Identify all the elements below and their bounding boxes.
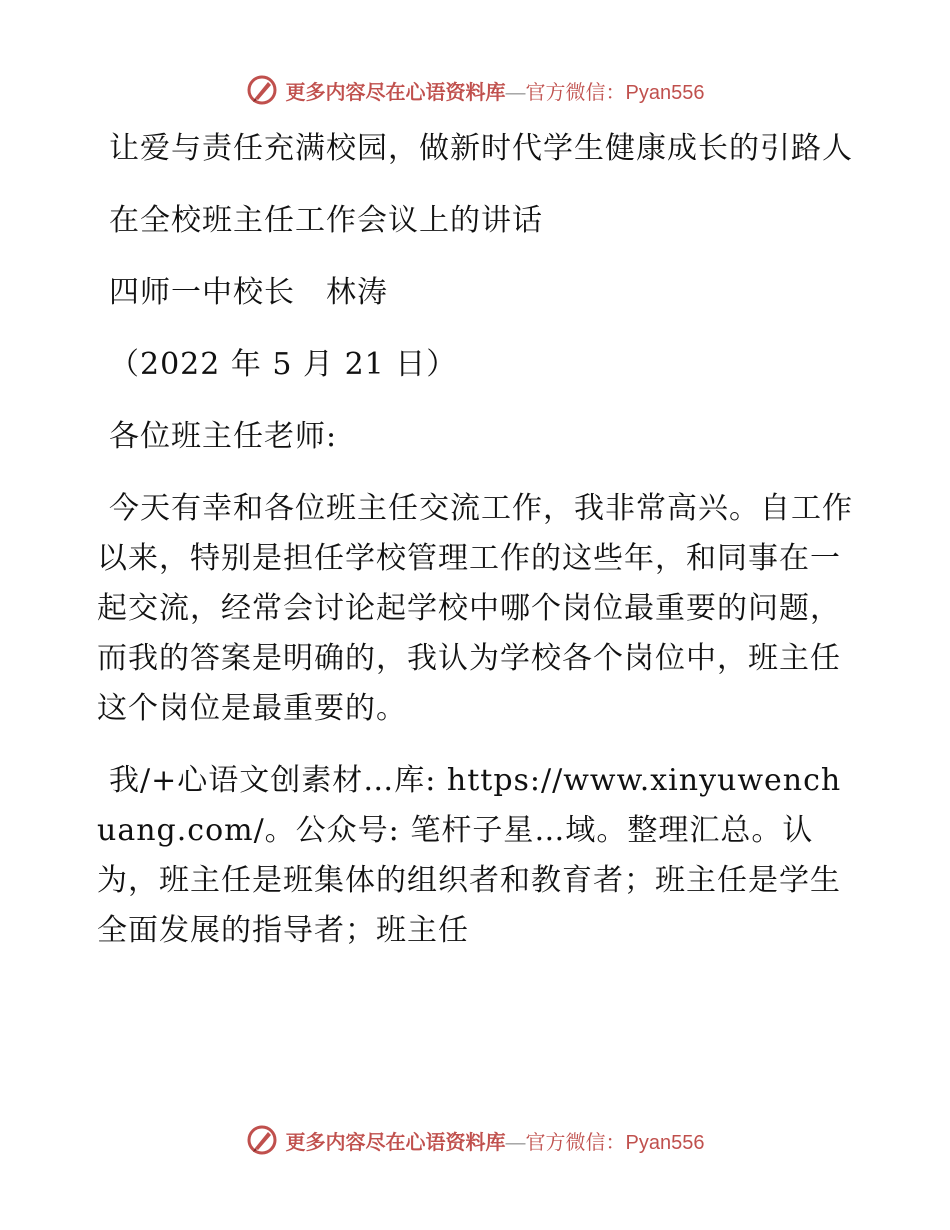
header-wechat-id: Pyan556 xyxy=(625,81,705,104)
quill-logo-icon xyxy=(246,1124,278,1156)
paragraph: 今天有幸和各位班主任交流工作，我非常高兴。自工作以来，特别是担任学校管理工作的这些年，和同事在一起交流，经常会讨论起学校中哪个岗位最重要的问题，而我的答案是明确的，我认为学校各个岗位中，班主任这个岗位是最重要的。 xyxy=(97,491,853,726)
footer-wechat-id: Pyan556 xyxy=(625,1131,705,1154)
paragraph: 我/+心语文创素材…库: https://www.xinyuwenchuang.com/。公众号: 笔杆子星…域。整理汇总。认为，班主任是班集体的组织者和教育者；班主任是学生全面发展的指导者；班主任 xyxy=(97,763,842,948)
footer-banner xyxy=(0,1120,950,1160)
footer-separator: — xyxy=(505,1131,526,1154)
header-wechat-label: 官方微信： xyxy=(525,81,626,104)
header-separator: — xyxy=(505,81,526,104)
header-banner xyxy=(0,70,950,110)
document-title: 让爱与责任充满校园，做新时代学生健康成长的引路人 xyxy=(109,131,853,166)
document-body xyxy=(97,124,857,956)
document-author: 四师一中校长 林涛 xyxy=(109,275,388,310)
quill-logo-icon xyxy=(246,74,278,106)
document-salutation: 各位班主任老师: xyxy=(109,419,338,454)
footer-site-text: 更多内容尽在心语资料库 xyxy=(285,1131,506,1154)
footer-banner-text xyxy=(286,1126,705,1155)
header-site-text: 更多内容尽在心语资料库 xyxy=(285,81,506,104)
header-banner-text xyxy=(286,76,705,105)
document-subtitle: 在全校班主任工作会议上的讲话 xyxy=(109,203,543,238)
footer-wechat-label: 官方微信： xyxy=(525,1131,626,1154)
document-date: （2022 年 5 月 21 日） xyxy=(109,347,458,382)
